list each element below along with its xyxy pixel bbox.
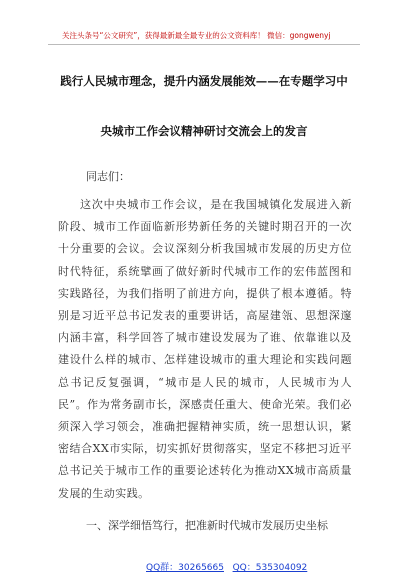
- document-title-line-1: 践行人民城市理念，提升内涵发展能效——在专题学习中: [60, 74, 348, 88]
- body-paragraph: 这次中央城市工作会议，是在我国城镇化发展进入新阶段、城市工作面临新形势新任务的关键时期召开的一次十分重要的会议。会议深刻分析我国城市发展的历史方位时代特征，系统擘画了做好新时代城市工作的宏伟蓝图和实践路径，为我们指明了前进方向，提供了根本遵循。特别是习近平总书记发表的重要讲话，高屋建瓴、思想深邃内涵丰富，科学回答了城市建设发展为了谁、依靠谁以及建设什么样的城市、怎样建设城市的重大理论和实践问题总书记反复强调，“城市是人民的城市，人民城市为人民”。作为常务副市长，深感责任重大、使命光荣。我们必须深入学习领会，准确把握精神实质，统一思想认识，紧密结合XX市实际，切实抓好贯彻落实，坚定不移把习近平总书记关于城市工作的重要论述转化为推动XX城市高质量发展的生动实践。: [58, 198, 352, 500]
- footer-qq: QQ：535304092: [232, 563, 308, 573]
- footer-contact: [146, 560, 307, 573]
- header-divider: [48, 44, 360, 45]
- section-heading: 一、深学细悟笃行，把准新时代城市发展历史坐标: [86, 519, 328, 532]
- document-title-line-2: 央城市工作会议精神研讨交流会上的发言: [100, 124, 308, 138]
- salutation: 同志们：: [86, 170, 130, 183]
- footer-qq-group: QQ群：30265665: [146, 563, 224, 573]
- header-banner: 关注头条号“公文研究”，获得最新最全最专业的公文资料库！ 微信：gongwenyj: [62, 31, 331, 40]
